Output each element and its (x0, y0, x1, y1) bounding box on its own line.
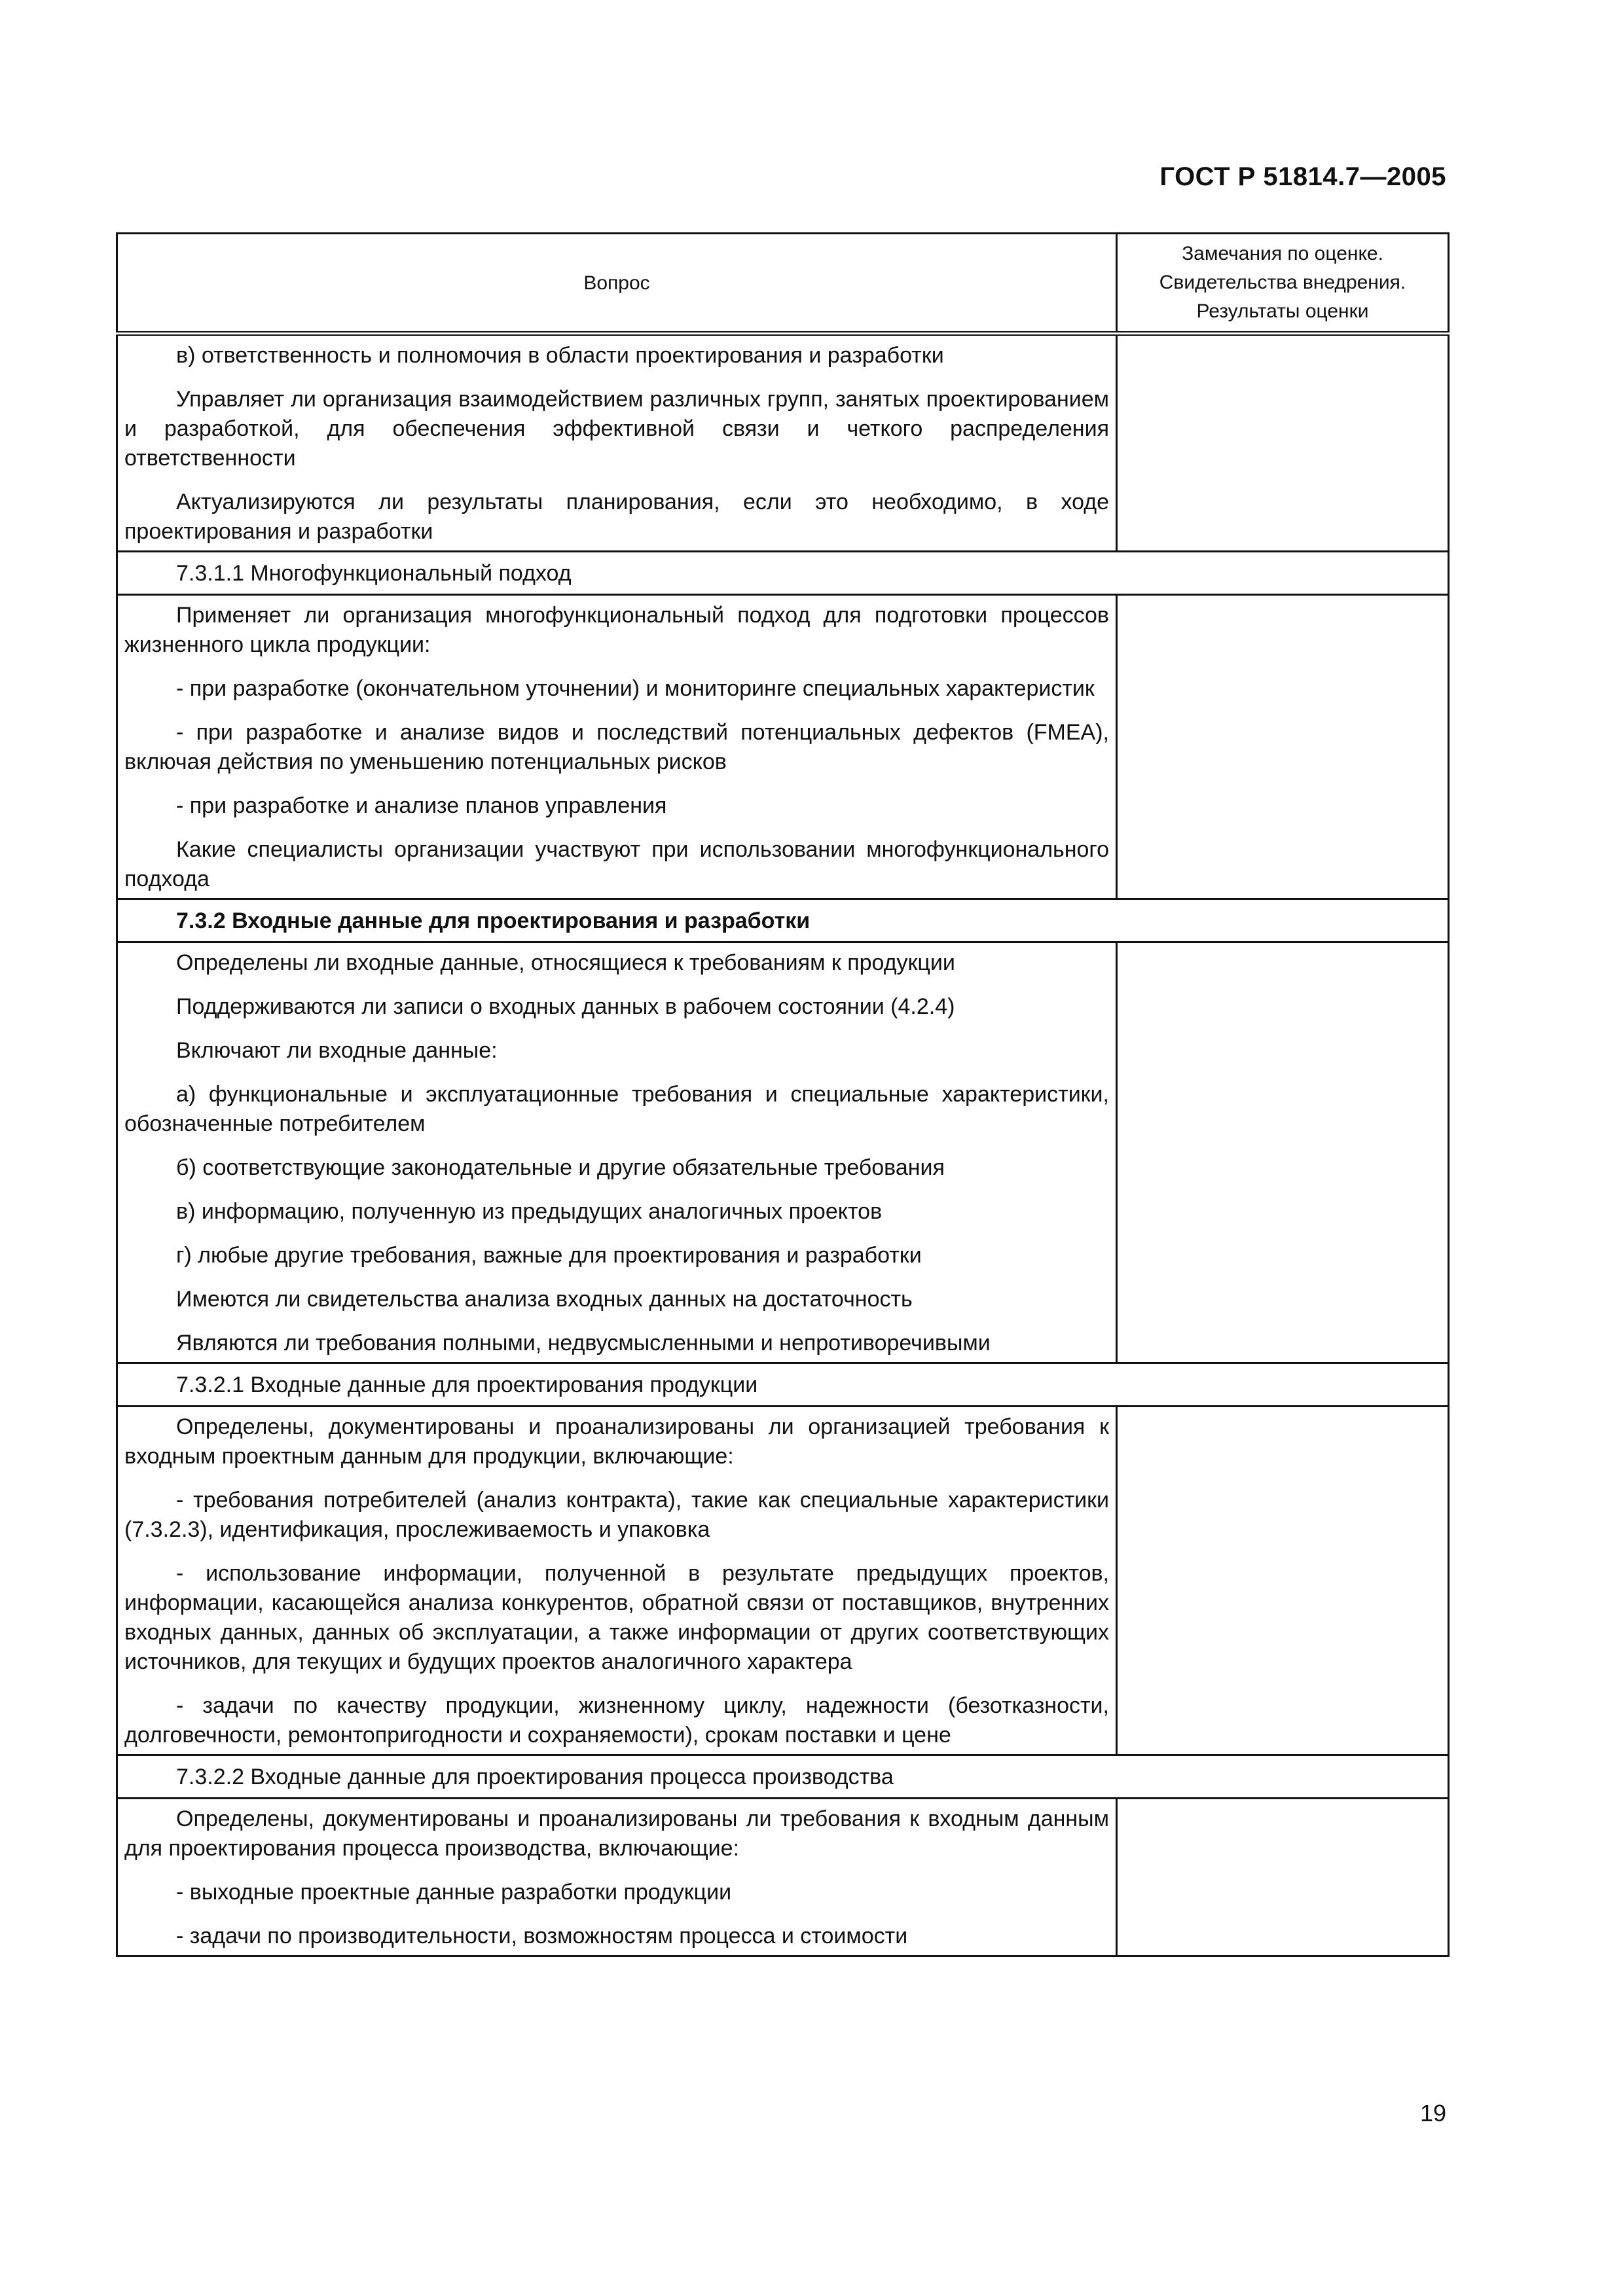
table-row (117, 334, 1449, 552)
question-cell (117, 334, 1117, 552)
question-text: а) функциональные и эксплуатационные требования и специальные характеристики, обозначенные потребителем (124, 1082, 1109, 1136)
question-cell (117, 942, 1117, 1363)
page-number: 19 (1419, 2100, 1446, 2126)
section-title: 7.3.2 Входные данные для проектирования и разработки (176, 908, 811, 933)
question-text: Актуализируются ли результаты планирования, если это необходимо, в ходе проектирования и разработки (124, 490, 1109, 544)
document-header: ГОСТ Р 51814.7—2005 (1159, 162, 1446, 191)
section-row (117, 1363, 1449, 1407)
table-row (117, 1407, 1449, 1755)
question-text: Поддерживаются ли записи о входных данных в рабочем состоянии (4.2.4) (176, 994, 955, 1019)
question-text: Являются ли требования полными, недвусмысленными и непротиворечивыми (176, 1331, 991, 1355)
section-heading (117, 899, 1449, 942)
section-row (117, 899, 1449, 942)
section-row (117, 552, 1449, 595)
remarks-cell[interactable] (1117, 1407, 1449, 1755)
section-title: 7.3.2.2 Входные данные для проектирования процесса производства (176, 1765, 894, 1789)
question-text: Какие специалисты организации участвуют при использовании многофункционального подхода (124, 837, 1109, 891)
remarks-cell[interactable] (1117, 595, 1449, 899)
section-heading (117, 1755, 1449, 1799)
question-text: Имеются ли свидетельства анализа входных данных на достаточность (176, 1287, 913, 1312)
remarks-cell[interactable] (1117, 334, 1449, 552)
question-text: б) соответствующие законодательные и другие обязательные требования (176, 1155, 945, 1180)
question-text: Определены ли входные данные, относящиеся к требованиям к продукции (176, 950, 955, 975)
remarks-cell[interactable] (1117, 942, 1449, 1363)
section-heading (117, 552, 1449, 595)
section-row (117, 1755, 1449, 1799)
question-cell (117, 1799, 1117, 1956)
table-header-row (117, 234, 1449, 334)
question-text: - при разработке и анализе планов управления (176, 793, 667, 818)
column-header-remarks: Замечания по оценке. Свидетельства внедрения. Результаты оценки (1117, 234, 1449, 334)
question-text: Управляет ли организация взаимодействием различных групп, занятых проектированием и разработкой, для обеспечения эффективной связи и четкого распределения ответственности (124, 387, 1109, 471)
question-text: - требования потребителей (анализ контракта), такие как специальные характеристики (7.3.2.3), идентификация, прослеживаемость и упаковка (124, 1488, 1109, 1542)
question-text: - при разработке и анализе видов и последствий потенциальных дефектов (FMEA), включая действия по уменьшению потенциальных рисков (124, 720, 1109, 774)
question-text: в) ответственность и полномочия в области проектирования и разработки (176, 343, 944, 368)
question-cell (117, 595, 1117, 899)
table-row (117, 942, 1449, 1363)
table-row (117, 595, 1449, 899)
question-text: Определены, документированы и проанализированы ли требования к входным данным для проектирования процесса производства, включающие: (124, 1806, 1109, 1861)
question-cell (117, 1407, 1117, 1755)
question-text: в) информацию, полученную из предыдущих аналогичных проектов (176, 1199, 883, 1224)
question-text: - выходные проектные данные разработки продукции (176, 1880, 732, 1905)
column-header-question: Вопрос (117, 234, 1117, 334)
table-row (117, 1799, 1449, 1956)
question-text: - при разработке (окончательном уточнении) и мониторинге специальных характеристик (176, 676, 1095, 701)
question-text: Включают ли входные данные: (176, 1038, 498, 1063)
section-title: 7.3.2.1 Входные данные для проектирования продукции (176, 1372, 758, 1397)
question-text: г) любые другие требования, важные для проектирования и разработки (176, 1243, 922, 1268)
question-text: - задачи по производительности, возможностям процесса и стоимости (176, 1924, 908, 1948)
question-text: Применяет ли организация многофункциональный подход для подготовки процессов жизненного цикла продукции: (124, 603, 1109, 657)
section-title: 7.3.1.1 Многофункциональный подход (176, 561, 572, 586)
question-text: - использование информации, полученной в результате предыдущих проектов, информации, касающейся анализа конкурентов, обратной связи от поставщиков, внутренних входных данных, данных об эксплуатации, а также информации от других соответствующих источников, для текущих и будущих проектов аналогичного характера (124, 1561, 1109, 1674)
remarks-cell[interactable] (1117, 1799, 1449, 1956)
checklist-table (116, 232, 1450, 1957)
question-text: Определены, документированы и проанализированы ли организацией требования к входным проектным данным для продукции, включающие: (124, 1414, 1109, 1469)
question-text: - задачи по качеству продукции, жизненному циклу, надежности (безотказности, долговечности, ремонтопригодности и сохраняемости), срокам поставки и цене (124, 1693, 1109, 1748)
section-heading (117, 1363, 1449, 1407)
